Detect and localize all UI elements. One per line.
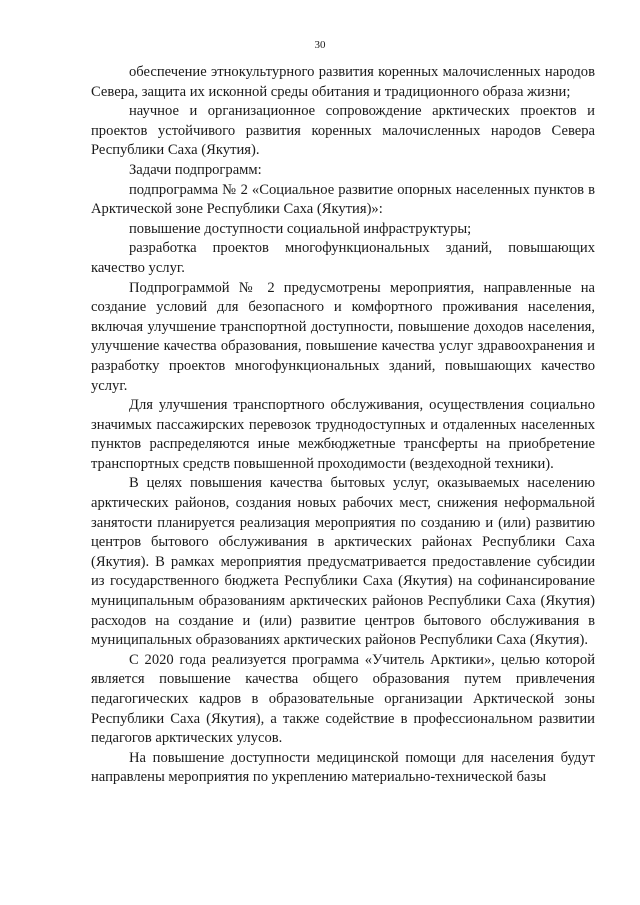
paragraph-ethnocultural: обеспечение этнокультурного развития коренных малочисленных народов Севера, защита их исконной среды обитания и традиционного образа жизни; — [91, 64, 595, 100]
paragraph-subprogram-2: подпрограмма № 2 «Социальное развитие опорных населенных пунктов в Арктической зоне Республики Саха (Якутия)»: — [91, 181, 595, 218]
paragraph-tasks-heading: Задачи подпрограмм: — [129, 161, 262, 178]
paragraph-transport: Для улучшения транспортного обслуживания, осуществления социально значимых пассажирских перевозок труднодоступных и отдаленных населенных пунктов распределяются иные межбюджетные трансферты на приобретение транспортных средств повышенной проходимости (вездеходной техники). — [91, 397, 595, 472]
page-number: 30 — [314, 39, 326, 51]
paragraph-subprogram-measures: Подпрограммой № 2 предусмотрены мероприятия, направленные на создание условий для безопасного и комфортного проживания населения, включая улучшение транспортной доступности, повышение доходов населения, улучшение качества образования, повышение качества услуг здравоохранения и разработку проектов многофункциональных зданий, повышающих качество услуг. — [91, 279, 595, 394]
paragraph-arctic-teacher: С 2020 года реализуется программа «Учитель Арктики», целью которой является повышение качества общего образования путем привлечения педагогических кадров в образовательные организации Арктической зоны Республики Саха (Якутия), а также содействие в профессиональном развитии педагогов арктических улусов. — [91, 651, 595, 747]
paragraph-social-infrastructure: повышение доступности социальной инфраструктуры; — [129, 220, 472, 237]
paragraph-medical-access: На повышение доступности медицинской помощи для населения будут направлены мероприятия по укреплению материально-технической базы — [91, 749, 595, 786]
paragraph-scientific-support: научное и организационное сопровождение арктических проектов и проектов устойчивого развития коренных малочисленных народов Севера Республики Саха (Якутия). — [91, 103, 595, 159]
document-body — [91, 63, 595, 788]
paragraph-multifunctional-buildings: разработка проектов многофункциональных зданий, повышающих качество услуг. — [91, 240, 595, 276]
paragraph-household-services: В целях повышения качества бытовых услуг, оказываемых населению арктических районов, создания новых рабочих мест, снижения неформальной занятости планируется реализация мероприятия по созданию и (или) развитию центров бытового обслуживания в арктических районах Республики Саха (Якутия). В рамках мероприятия предусматривается предоставление субсидии из государственного бюджета Республики Саха (Якутия) на софинансирование муниципальным образованиям арктических районов Республики Саха (Якутия) расходов на создание и (или) развитие центров бытового обслуживания в муниципальных образованиях арктических районов Республики Саха (Якутия). — [91, 475, 595, 649]
